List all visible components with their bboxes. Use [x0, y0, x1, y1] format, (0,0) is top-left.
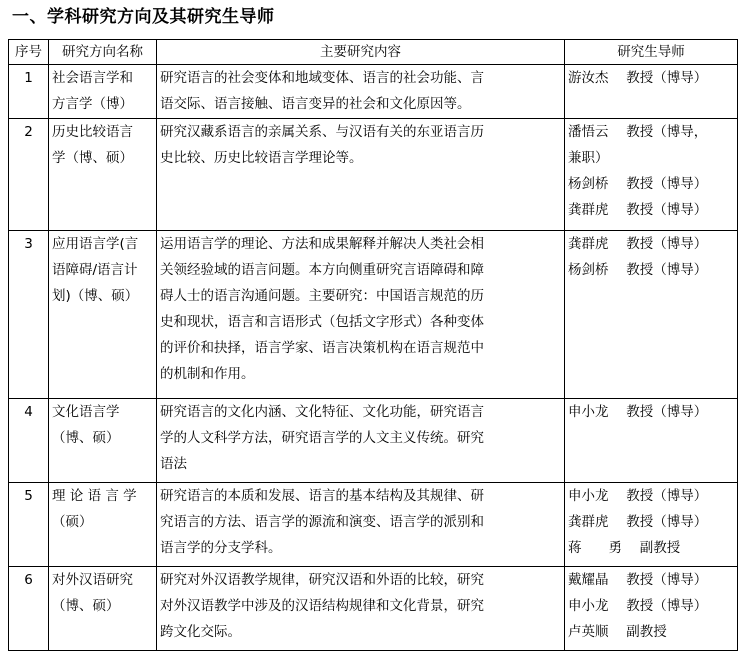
research-content-line: 研究对外汉语教学规律，研究汉语和外语的比较，研究 [160, 572, 484, 588]
direction-name-line: 语障碍/语言计 [52, 262, 138, 278]
research-content-line: 语言学的分支学科。 [160, 540, 282, 556]
research-content-line: 语法 [160, 456, 187, 472]
research-content [157, 119, 565, 231]
direction-name-line: 对外汉语研究 [52, 572, 133, 588]
supervisor [565, 567, 738, 651]
research-content [157, 567, 565, 651]
supervisor-line: 戴耀晶 教授（博导） [568, 572, 708, 588]
table-row [9, 399, 738, 483]
supervisor-line: 杨剑桥 教授（博导） [568, 176, 708, 192]
table-body [9, 65, 738, 651]
section-title: 一、学科研究方向及其研究生导师 [12, 7, 275, 27]
header-no: 序号 [9, 40, 49, 65]
supervisor-line: 卢英顺 副教授 [568, 624, 667, 640]
supervisor-line: 申小龙 教授（博导） [568, 404, 708, 420]
supervisor [565, 65, 738, 119]
direction-name-line: 方言学（博） [52, 96, 133, 112]
research-content-line: 跨文化交际。 [160, 624, 241, 640]
research-content-line: 运用语言学的理论、方法和成果解释并解决人类社会相 [160, 236, 484, 252]
row-number: 6 [9, 567, 49, 651]
direction-name-line: 理 论 语 言 学 [52, 488, 137, 504]
research-content-line: 学的人文科学方法，研究语言学的人文主义传统。研究 [160, 430, 484, 446]
table-row [9, 65, 738, 119]
table-row [9, 567, 738, 651]
supervisor [565, 483, 738, 567]
row-number: 2 [9, 119, 49, 231]
research-content-line: 的评价和抉择，语言学家、语言决策机构在语言规范中 [160, 340, 484, 356]
research-content-line: 究语言的方法、语言学的源流和演变、语言学的派别和 [160, 514, 484, 530]
table-row [9, 483, 738, 567]
direction-name-line: 应用语言学(言 [52, 236, 139, 252]
supervisor-line: 潘悟云 教授（博导， [568, 124, 708, 140]
research-content-line: 史比较、历史比较语言学理论等。 [160, 150, 363, 166]
supervisor-line: 申小龙 教授（博导） [568, 488, 708, 504]
supervisor [565, 119, 738, 231]
supervisor-line: 申小龙 教授（博导） [568, 598, 708, 614]
supervisor-line: 龚群虎 教授（博导） [568, 236, 708, 252]
direction-name-line: （博、硕） [52, 430, 120, 446]
research-directions-table [8, 39, 738, 651]
research-content-line: 对外汉语教学中涉及的汉语结构规律和文化背景，研究 [160, 598, 484, 614]
research-content-line: 语交际、语言接触、语言变异的社会和文化原因等。 [160, 96, 471, 112]
row-number: 5 [9, 483, 49, 567]
supervisor [565, 399, 738, 483]
row-number: 3 [9, 231, 49, 399]
research-content-line: 研究语言的社会变体和地域变体、语言的社会功能、言 [160, 70, 484, 86]
direction-name [49, 399, 157, 483]
research-content-line: 研究汉藏系语言的亲属关系、与汉语有关的东亚语言历 [160, 124, 484, 140]
direction-name [49, 567, 157, 651]
table-row [9, 231, 738, 399]
research-content-line: 研究语言的本质和发展、语言的基本结构及其规律、研 [160, 488, 484, 504]
supervisor-line: 蒋 勇 副教授 [568, 540, 681, 556]
direction-name [49, 65, 157, 119]
header-content: 主要研究内容 [157, 40, 565, 65]
direction-name-line: 社会语言学和 [52, 70, 133, 86]
research-content-line: 碍人士的语言沟通问题。主要研究：中国语言规范的历 [160, 288, 484, 304]
supervisor-line: 游汝杰 教授（博导） [568, 70, 708, 86]
table-header-row [9, 40, 738, 65]
supervisor-line: 兼职） [568, 150, 609, 166]
supervisor-line: 龚群虎 教授（博导） [568, 202, 708, 218]
research-content [157, 483, 565, 567]
direction-name-line: 划)（博、硕） [52, 288, 139, 304]
row-number: 1 [9, 65, 49, 119]
direction-name-line: （博、硕） [52, 598, 120, 614]
research-content-line: 研究语言的文化内涵、文化特征、文化功能，研究语言 [160, 404, 484, 420]
research-content-line: 的机制和作用。 [160, 366, 255, 382]
supervisor-line: 龚群虎 教授（博导） [568, 514, 708, 530]
direction-name-line: 学（博、硕） [52, 150, 133, 166]
supervisor [565, 231, 738, 399]
research-content-line: 史和现状，语言和言语形式（包括文字形式）各种变体 [160, 314, 484, 330]
research-content [157, 65, 565, 119]
header-supervisors: 研究生导师 [565, 40, 738, 65]
research-content [157, 231, 565, 399]
supervisor-line: 杨剑桥 教授（博导） [568, 262, 708, 278]
direction-name [49, 231, 157, 399]
direction-name [49, 119, 157, 231]
research-content-line: 关领经验域的语言问题。本方向侧重研究言语障碍和障 [160, 262, 484, 278]
table-row [9, 119, 738, 231]
direction-name-line: 历史比较语言 [52, 124, 133, 140]
direction-name-line: （硕） [52, 514, 93, 530]
research-content [157, 399, 565, 483]
header-direction: 研究方向名称 [49, 40, 157, 65]
row-number: 4 [9, 399, 49, 483]
direction-name-line: 文化语言学 [52, 404, 120, 420]
direction-name [49, 483, 157, 567]
